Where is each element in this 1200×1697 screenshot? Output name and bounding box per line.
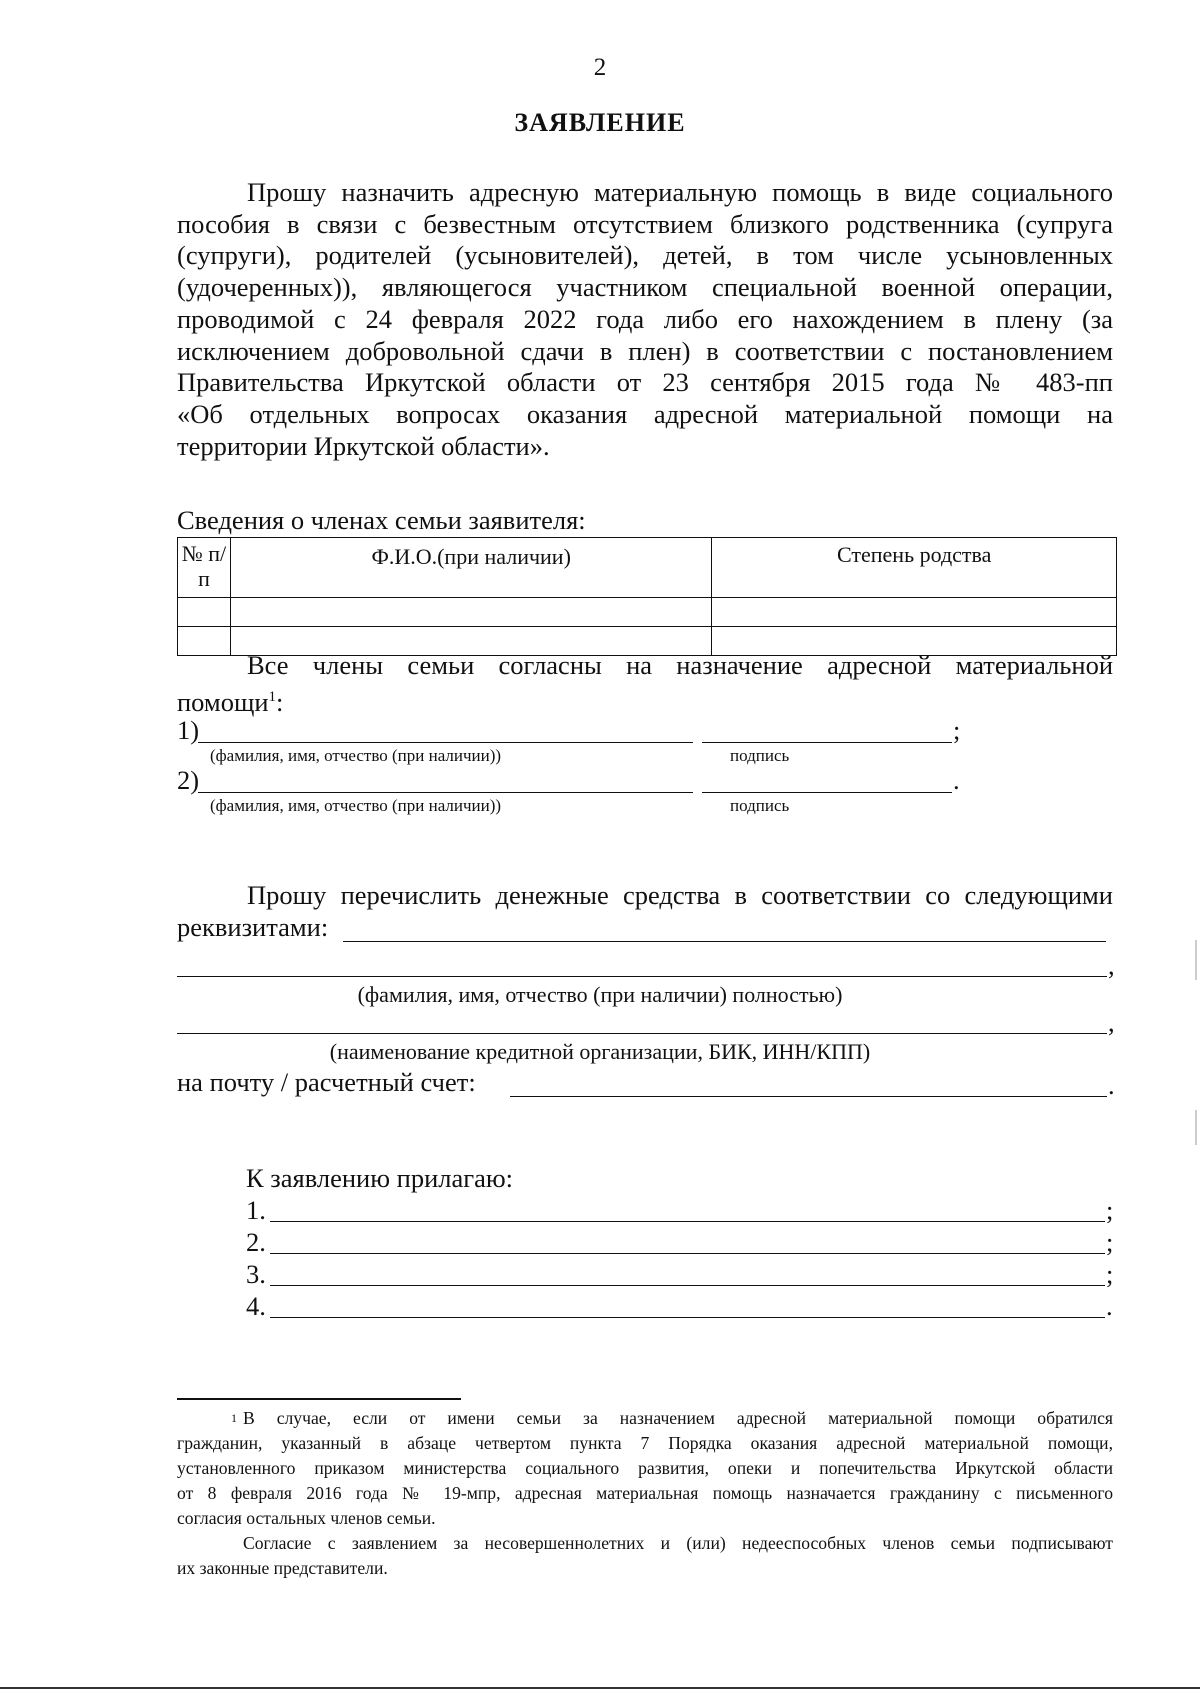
bank-caption: (наименование кредитной организации, БИК, ИНН/КПП) (329, 1039, 871, 1064)
page-number: 2 (593, 54, 607, 81)
name-caption: (фамилия, имя, отчество (при наличии)) (210, 746, 502, 765)
family-section-heading: Сведения о членах семьи заявителя: (177, 505, 586, 535)
paragraph-line: (удочеренных)), являющегося участником специальной военной операции, (177, 272, 1113, 303)
signature-caption: подпись (730, 746, 790, 765)
footnote-line: их законные представители. (177, 1558, 388, 1578)
paragraph-line: исключением добровольной сдачи в плен) в соответствии с постановлением (177, 335, 1113, 366)
attachment-line[interactable] (270, 1221, 1105, 1222)
transfer-text (177, 880, 1113, 912)
footnote-mark: 1 (231, 1411, 237, 1425)
table-header-fio: Ф.И.О.(при наличии) (230, 538, 711, 598)
entry-end: . (953, 765, 960, 795)
footnote-separator (177, 1398, 461, 1400)
footnote-reference: 1 (268, 688, 277, 705)
footnote-line: согласия остальных членов семьи. (177, 1508, 436, 1528)
attachment-line[interactable] (270, 1317, 1105, 1318)
period: . (1108, 1070, 1115, 1100)
attachment-end: ; (1106, 1259, 1114, 1289)
scan-edge-mark (1195, 940, 1197, 980)
footnote-line: 1 В случае, если от имени семьи за назначением адресной материальной помощи обратился (177, 1406, 1113, 1431)
attachment-end: . (1106, 1291, 1113, 1321)
footnote-line: установленного приказом министерства социального развития, опеки и попечительства Иркутской области (177, 1458, 1113, 1478)
table-cell[interactable] (178, 598, 231, 627)
name-caption: (фамилия, имя, отчество (при наличии)) (210, 796, 502, 815)
transfer-line: Прошу перечислить денежные средства в соответствии со следующими (247, 880, 1113, 910)
consent-line: Все члены семьи согласны на назначение адресной материальной (247, 650, 1113, 680)
family-members-table (177, 537, 1117, 656)
signature-line[interactable] (702, 792, 952, 793)
consent-line: помощи$^1$: (177, 686, 284, 717)
footnote-line: от 8 февраля 2016 года № 19-мпр, адресная материальная помощь назначается гражданину с письменного (177, 1483, 1113, 1503)
attachment-number: 3. (246, 1259, 266, 1289)
table-header-relation: Степень родства (712, 538, 1117, 598)
attachment-line[interactable] (270, 1285, 1105, 1286)
comma: , (1108, 950, 1115, 980)
fio-line[interactable] (177, 976, 1107, 977)
scan-edge-line (0, 1687, 1200, 1689)
signature-line[interactable] (702, 742, 952, 743)
attachment-line[interactable] (270, 1253, 1105, 1254)
paragraph-line: «Об отдельных вопросах оказания адресной материальной помощи на (177, 398, 1113, 429)
attachment-number: 2. (246, 1227, 266, 1257)
paragraph-line: Прошу назначить адресную материальную помощь в виде социального (247, 177, 1113, 207)
main-paragraph (177, 177, 1113, 462)
paragraph-line: Правительства Иркутской области от 23 сентября 2015 года № 483-пп (177, 367, 1113, 398)
footnote-line: Согласие с заявлением за несовершеннолетних и (или) недееспособных членов семьи подписывают (243, 1533, 1113, 1553)
attachment-end: ; (1106, 1227, 1114, 1257)
table-header-number: № п/п (178, 538, 231, 598)
entry-end: ; (953, 715, 961, 745)
scan-edge-mark (1195, 1110, 1197, 1145)
name-signature-line[interactable] (198, 792, 693, 793)
table-cell[interactable] (230, 598, 711, 627)
consent-text (177, 650, 1113, 718)
document-title: ЗАЯВЛЕНИЕ (514, 108, 686, 137)
paragraph-line: проводимой с 24 февраля 2022 года либо его нахождением в плену (за (177, 303, 1113, 334)
paragraph-line: (супруги), родителей (усыновителей), детей, в том числе усыновленных (177, 240, 1113, 271)
attachment-end: ; (1106, 1195, 1114, 1225)
account-label: на почту / расчетный счет: (177, 1067, 476, 1097)
signature-caption: подпись (730, 796, 790, 815)
account-line[interactable] (510, 1096, 1107, 1097)
attachment-number: 4. (246, 1291, 266, 1321)
table-cell[interactable] (712, 598, 1117, 627)
comma: , (1108, 1007, 1115, 1037)
paragraph-line: пособия в связи с безвестным отсутствием близкого родственника (супруга (177, 208, 1113, 239)
attachments-heading: К заявлению прилагаю: (246, 1163, 514, 1193)
footnote-text (177, 1406, 1113, 1581)
bank-line[interactable] (177, 1033, 1107, 1034)
requisites-line[interactable] (343, 941, 1106, 942)
attachment-number: 1. (246, 1195, 266, 1225)
entry-number: 2) (177, 765, 200, 795)
fio-caption: (фамилия, имя, отчество (при наличии) полностью) (357, 982, 843, 1007)
name-signature-line[interactable] (198, 742, 693, 743)
requisites-label: реквизитами: (177, 912, 329, 942)
entry-number: 1) (177, 715, 200, 745)
footnote-line: гражданин, указанный в абзаце четвертом пункта 7 Порядка оказания адресной материальной помощи, (177, 1433, 1113, 1453)
paragraph-line: территории Иркутской области». (177, 430, 550, 461)
